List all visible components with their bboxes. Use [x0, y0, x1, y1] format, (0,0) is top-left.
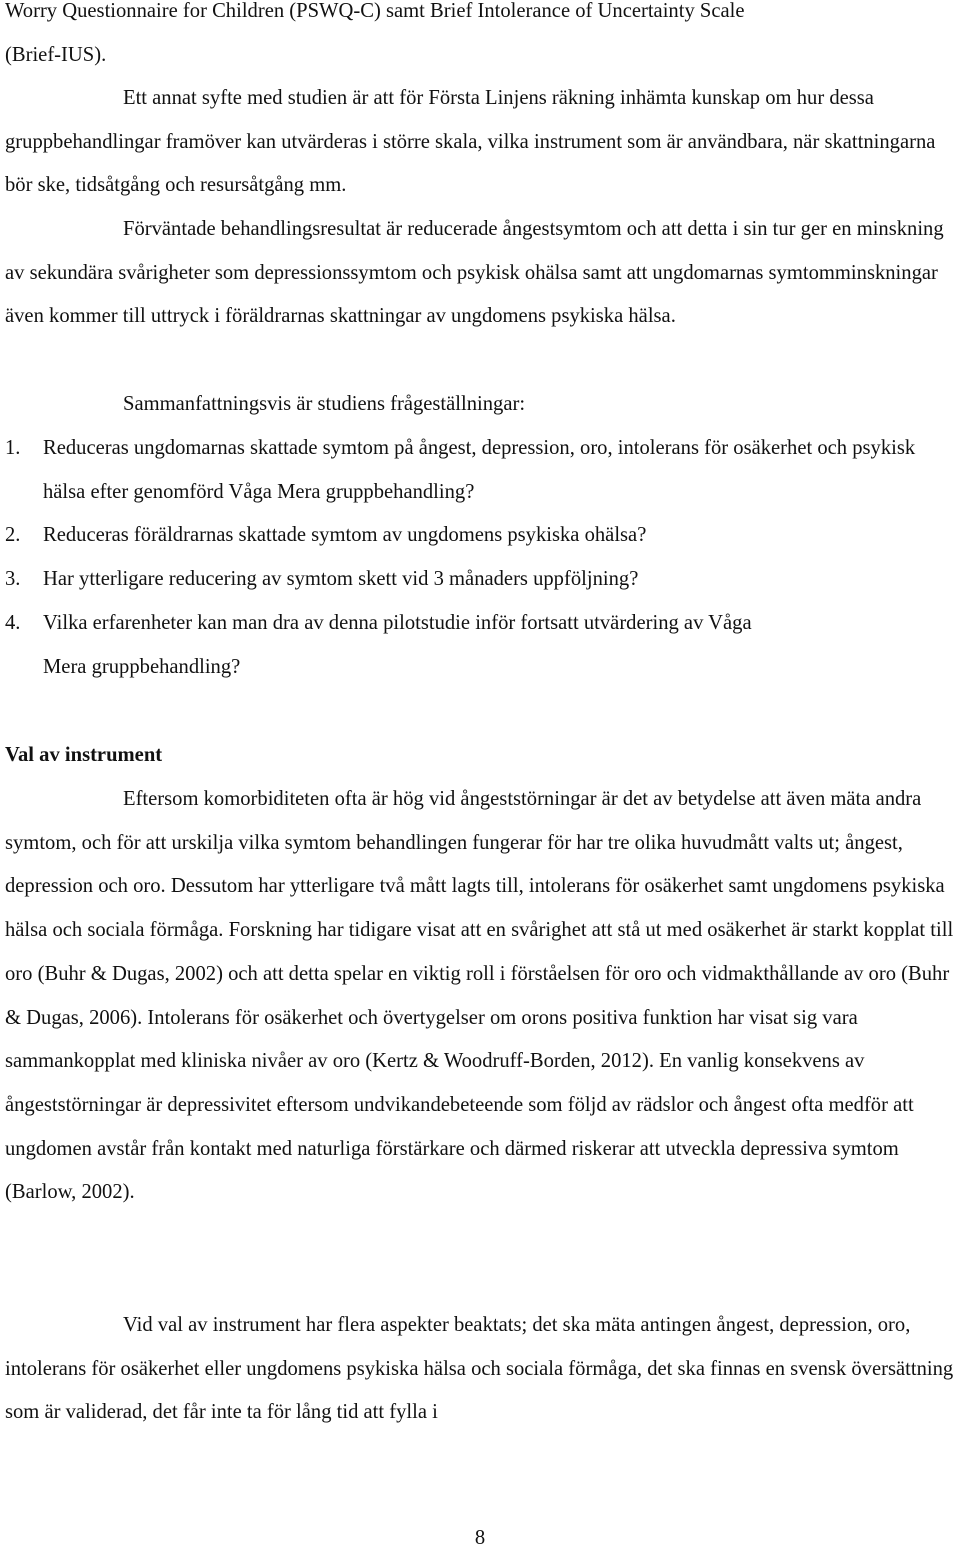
research-question-4	[5, 602, 955, 689]
question-text: Vilka erfarenheter kan man dra av denna pilotstudie inför fortsatt utvärdering av Våga	[43, 612, 752, 634]
page-number: 8	[474, 1527, 486, 1549]
paragraph-instrument-criteria: Vid val av instrument har flera aspekter beaktats; det ska mäta antingen ångest, depression, oro, intolerans för osäkerhet eller ungdomens psykiska hälsa och sociala förmåga, det ska finnas en svensk översättning som är validerad, det får inte ta för lång tid att fylla i	[5, 1314, 954, 1424]
paragraph-purpose: Ett annat syfte med studien är att för Första Linjens räkning inhämta kunskap om hur dessa gruppbehandlingar framöver kan utvärderas i större skala, vilka instrument som är användbara, när skattningarna bör ske, tidsåtgång och resursåtgång mm.	[5, 87, 936, 197]
paragraph-expected-results: Förväntade behandlingsresultat är reducerade ångestsymtom och att detta i sin tur ger en minskning av sekundära svårigheter som depressionssymtom och psykisk ohälsa samt att ungdomarnas symtomminskningar även kommer till uttryck i föräldrarnas skattningar av ungdomens psykiska hälsa.	[5, 218, 944, 328]
question-number: 1.	[5, 437, 21, 459]
question-number: 2.	[5, 524, 21, 546]
research-question-3	[5, 558, 955, 602]
question-text-continuation: Mera gruppbehandling?	[43, 655, 241, 678]
section-heading: Val av instrument	[5, 744, 163, 766]
intro-text	[5, 0, 905, 77]
question-text: Reduceras föräldrarnas skattade symtom av ungdomens psykiska ohälsa?	[43, 524, 647, 546]
paragraph-instrument-rationale: Eftersom komorbiditeten ofta är hög vid ångeststörningar är det av betydelse att även mäta andra symtom, och för att urskilja vilka symtom behandlingen fungerar för har tre olika huvudmått valts ut; ångest, depression och oro. Dessutom har ytterligare två mått lagts till, intolerans för osäkerhet samt ungdomens psykiska hälsa och sociala förmåga. Forskning har tidigare visat att en svårighet att stå ut med osäkerhet är starkt kopplat till oro (Buhr & Dugas, 2002) och att detta spelar en viktig roll i förståelsen för oro och vidmakthållande av oro (Buhr & Dugas, 2006). Intolerans för osäkerhet och övertygelser om orons positiva funktion har visat sig vara sammankopplat med kliniska nivåer av oro (Kertz & Woodruff-Borden, 2012). En vanlig konsekvens av ångeststörningar är depressivitet eftersom undvikandebeteende som följd av rädslor och ångest ofta medför att ungdomen avstår från kontakt med naturliga förstärkare och därmed riskerar att utveckla depressiva symtom (Barlow, 2002).	[5, 788, 954, 1204]
question-text: Reduceras ungdomarnas skattade symtom på ångest, depression, oro, intolerans för osäkerhet och psykisk hälsa efter genomförd Våga Mera gruppbehandling?	[43, 437, 916, 503]
paragraph-summary-intro: Sammanfattningsvis är studiens frågeställningar:	[123, 393, 526, 415]
research-question-2	[5, 514, 955, 558]
question-text: Har ytterligare reducering av symtom skett vid 3 månaders uppföljning?	[43, 568, 639, 590]
question-number: 3.	[5, 568, 21, 590]
intro-line: Worry Questionnaire for Children (PSWQ-C) samt Brief Intolerance of Uncertainty Scale	[5, 0, 745, 22]
research-question-1	[5, 427, 955, 514]
intro-line: (Brief-IUS).	[5, 43, 107, 66]
question-number: 4.	[5, 612, 21, 634]
